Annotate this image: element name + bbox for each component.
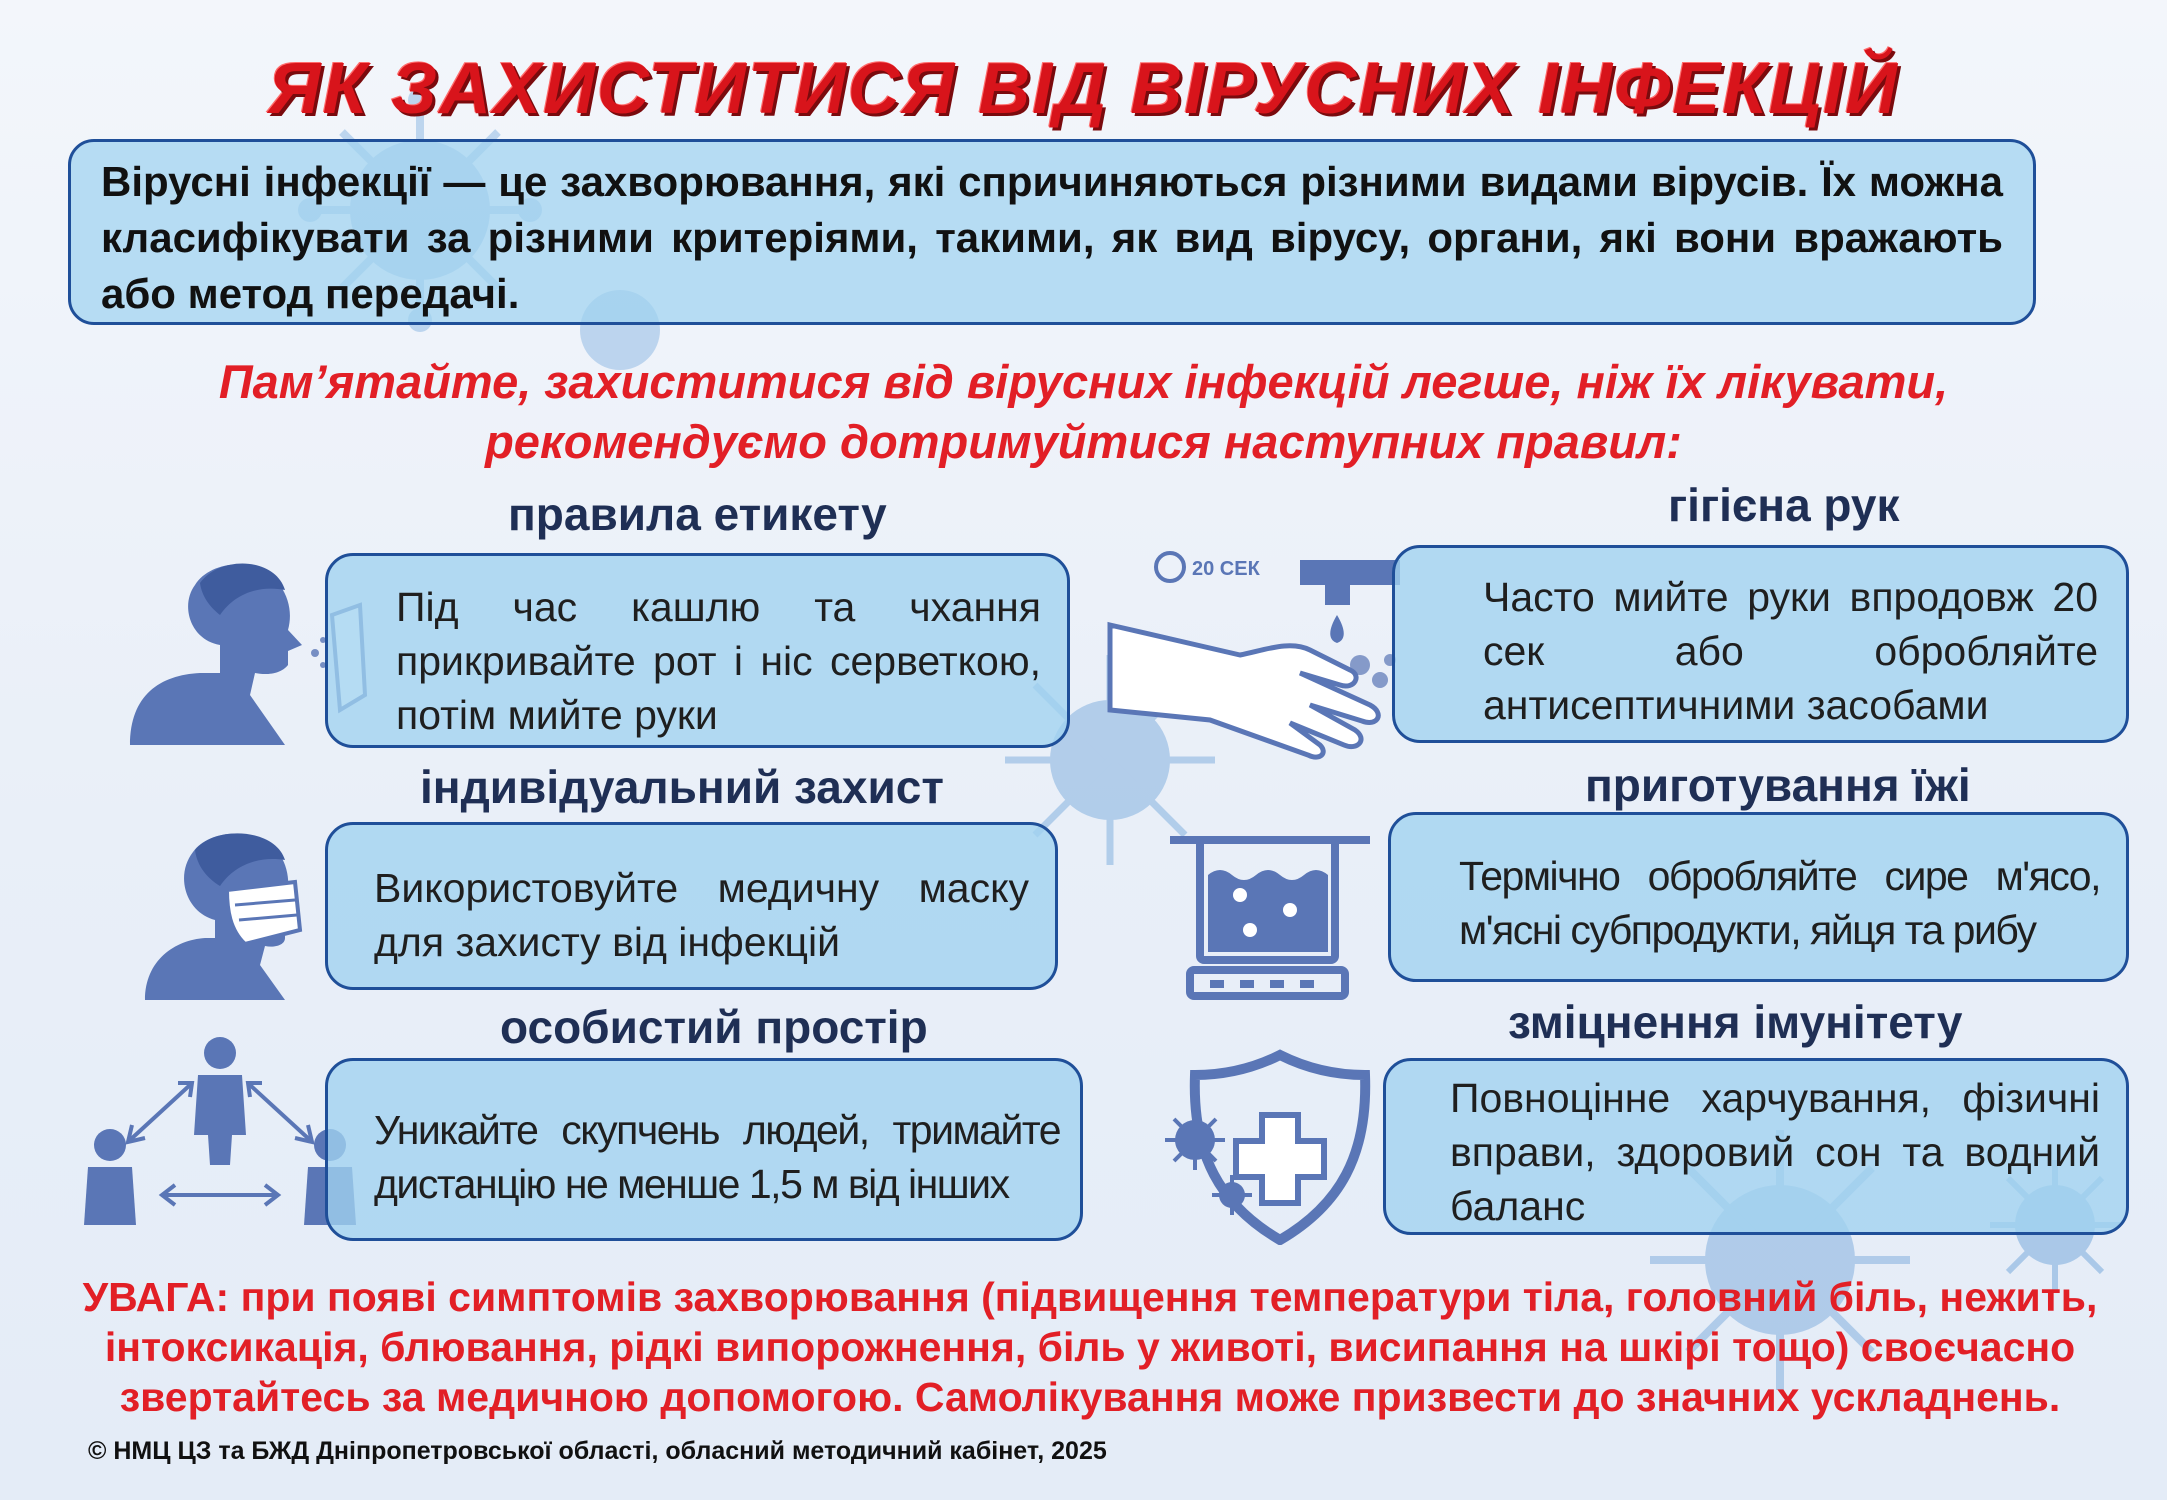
rule-text-food: Термічно обробляйте сире м'ясо, м'ясні субпродукти, яйця та рибу (1459, 853, 2100, 953)
rule-text-protection: Використовуйте медичну маску для захисту від інфекцій (374, 865, 1029, 965)
hand-washing-icon (1100, 545, 1430, 765)
section-title-food: приготування їжі (1585, 759, 1971, 811)
rule-text-distance: Уникайте скупчень людей, тримайте дистанцію не менше 1,5 м від інших (374, 1107, 1060, 1207)
section-title-etiquette: правила етикету (508, 488, 887, 540)
rule-card-protection (325, 822, 1058, 990)
page-title: ЯК ЗАХИСТИТИСЯ ВІД ВІРУСНИХ ІНФЕКЦІЙ (268, 49, 1899, 129)
rule-card-food (1388, 812, 2129, 982)
remember-message (0, 352, 2167, 472)
rule-text-etiquette: Під час кашлю та чхання прикривайте рот і ніс серветкою, потім мийте руки (396, 584, 1041, 738)
section-title-protection: індивідуальний захист (420, 761, 944, 813)
rule-card-distance (325, 1058, 1083, 1241)
rule-text-hand-hygiene: Часто мийте руки впродовж 20 сек або обробляйте антисептичними засобами (1483, 574, 2098, 728)
warning-message: УВАГА: при появі симптомів захворювання (підвищення температури тіла, головний біль, нежить, інтоксикація, блювання, рідкі випорожнення, біль у животі, висипання на шкірі тощо) своєчасно звертайтесь за медичною допомогою. Самолікування може призвести до значних ускладнень. (82, 1274, 2098, 1420)
intro-box: Вірусні інфекції — це захворювання, які спричиняються різними видами вірусів. Їх можна класифікувати за різними критеріями, такими, як вид вірусу, органи, які вони вражають або метод передачі. (68, 139, 2036, 325)
section-title-distance: особистий простір (500, 1001, 928, 1053)
rule-text-immunity: Повноцінне харчування, фізичні вправи, здоровий сон та водний баланс (1450, 1075, 2100, 1229)
rule-card-immunity (1383, 1058, 2129, 1235)
rule-card-hand-hygiene (1392, 545, 2129, 743)
remember-line-1: Пам’ятайте, захиститися від вірусних інфекцій легше, ніж їх лікувати, (218, 355, 1949, 408)
immunity-shield-icon (1150, 1045, 1390, 1245)
masked-person-icon (135, 820, 335, 1000)
remember-line-2: рекомендуємо дотримуйтися наступних правил: (485, 415, 1682, 468)
cooking-pot-icon (1160, 820, 1380, 1000)
footer-copyright: © НМЦ ЦЗ та БЖД Дніпропетровської області, обласний методичний кабінет, 2025 (88, 1437, 1107, 1465)
section-title-hand-hygiene: гігієна рук (1668, 479, 1900, 531)
rule-card-etiquette (325, 553, 1070, 748)
section-title-immunity: зміцнення імунітету (1508, 996, 1963, 1048)
hand-washing-timer-label: 20 СЕК (1192, 558, 1260, 580)
